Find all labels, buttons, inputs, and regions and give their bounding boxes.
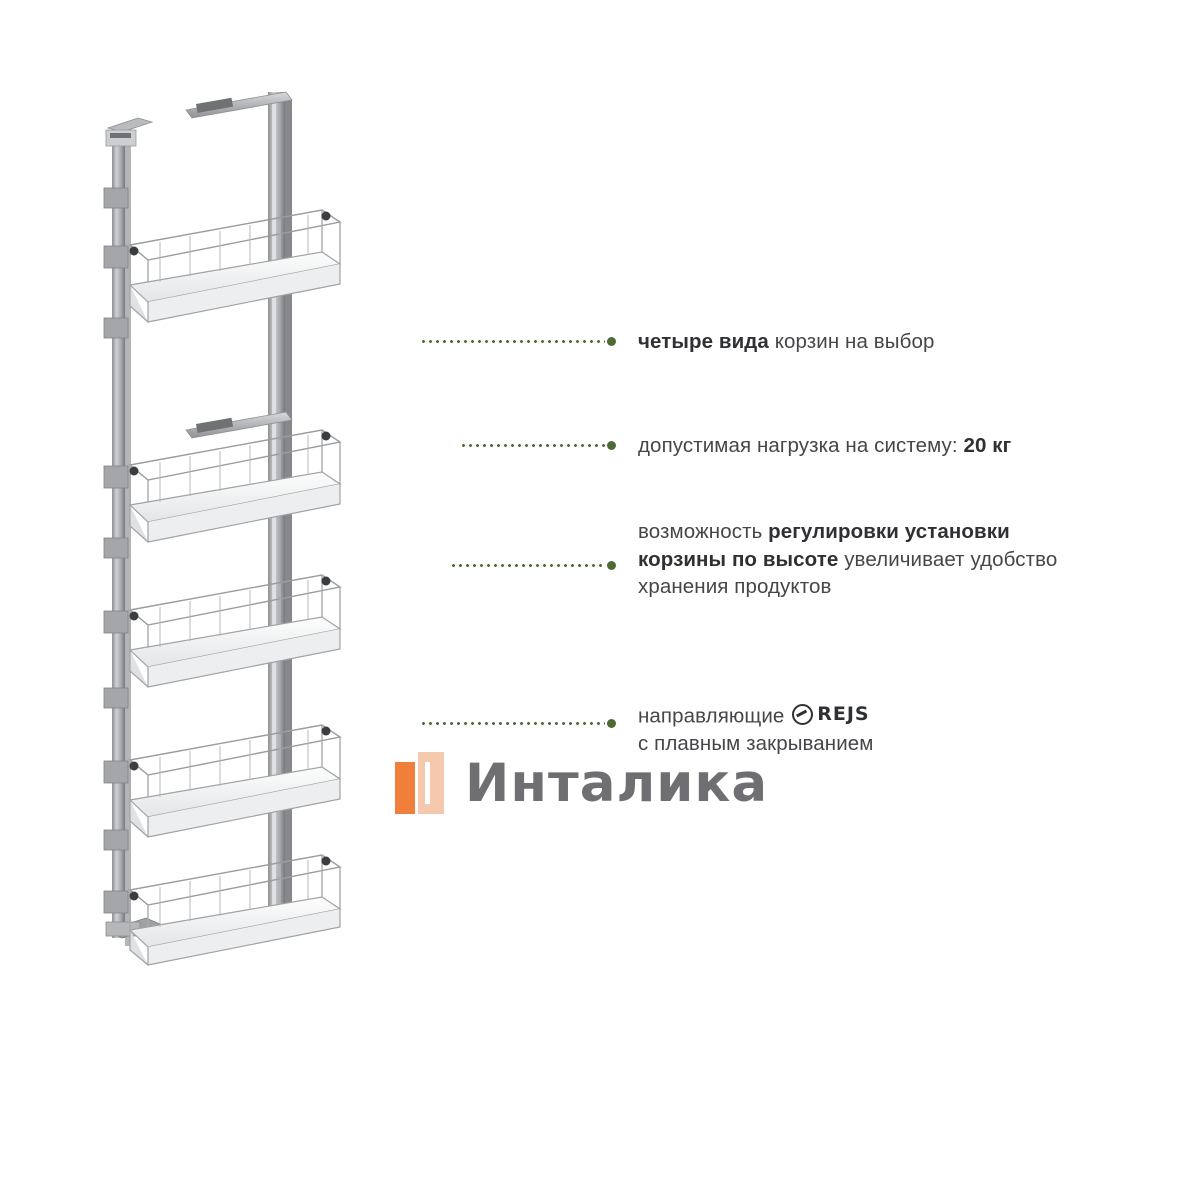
feature-baskets-rest: корзин на выбор	[774, 330, 935, 353]
feature-baskets-strong: четыре вида	[638, 330, 775, 353]
leader-line-baskets	[420, 337, 616, 347]
feature-text-baskets	[638, 328, 934, 356]
feature-adjust-strong: регулировки установки корзины по высоте	[638, 520, 1010, 571]
feature-adjust-tail: увеличивает удобство хранения продуктов	[638, 547, 1058, 599]
feature-load-rest: допустимая нагрузка на систему:	[638, 434, 964, 457]
brand-logo	[395, 752, 768, 814]
basket-1	[130, 210, 341, 322]
feature-item-height-adjust	[450, 518, 1058, 601]
bullet-icon	[607, 719, 616, 728]
leader-line-load	[460, 441, 616, 451]
leader-line-height-adjust	[450, 560, 616, 570]
basket-2	[130, 430, 341, 542]
bullet-icon	[607, 441, 616, 450]
feature-rails-tail: с плавным закрыванием	[638, 731, 874, 755]
intalika-wordmark: Инталика	[465, 752, 769, 814]
bullet-icon	[607, 561, 616, 570]
basket-5	[130, 855, 341, 965]
feature-adjust-lead: возможность	[638, 520, 769, 543]
product-illustration	[90, 70, 380, 970]
intalika-mark-icon	[395, 752, 453, 814]
rejs-wordmark: REJS	[817, 703, 870, 725]
feature-item-soft-close	[420, 702, 873, 758]
feature-text-height-adjust	[638, 518, 1058, 601]
rejs-mark-icon	[792, 704, 813, 725]
basket-4	[130, 725, 341, 837]
rejs-logo	[792, 702, 869, 728]
feature-load-strong: 20 кг	[963, 434, 1012, 457]
feature-item-baskets	[420, 328, 934, 356]
bullet-icon	[607, 337, 616, 346]
feature-rails-lead: направляющие	[638, 704, 785, 728]
basket-3	[130, 575, 341, 687]
feature-item-load	[460, 432, 1011, 460]
feature-text-load	[638, 432, 1011, 460]
leader-line-soft-close	[420, 718, 616, 728]
feature-text-soft-close	[638, 702, 873, 758]
pull-out-system-drawing	[90, 70, 380, 970]
